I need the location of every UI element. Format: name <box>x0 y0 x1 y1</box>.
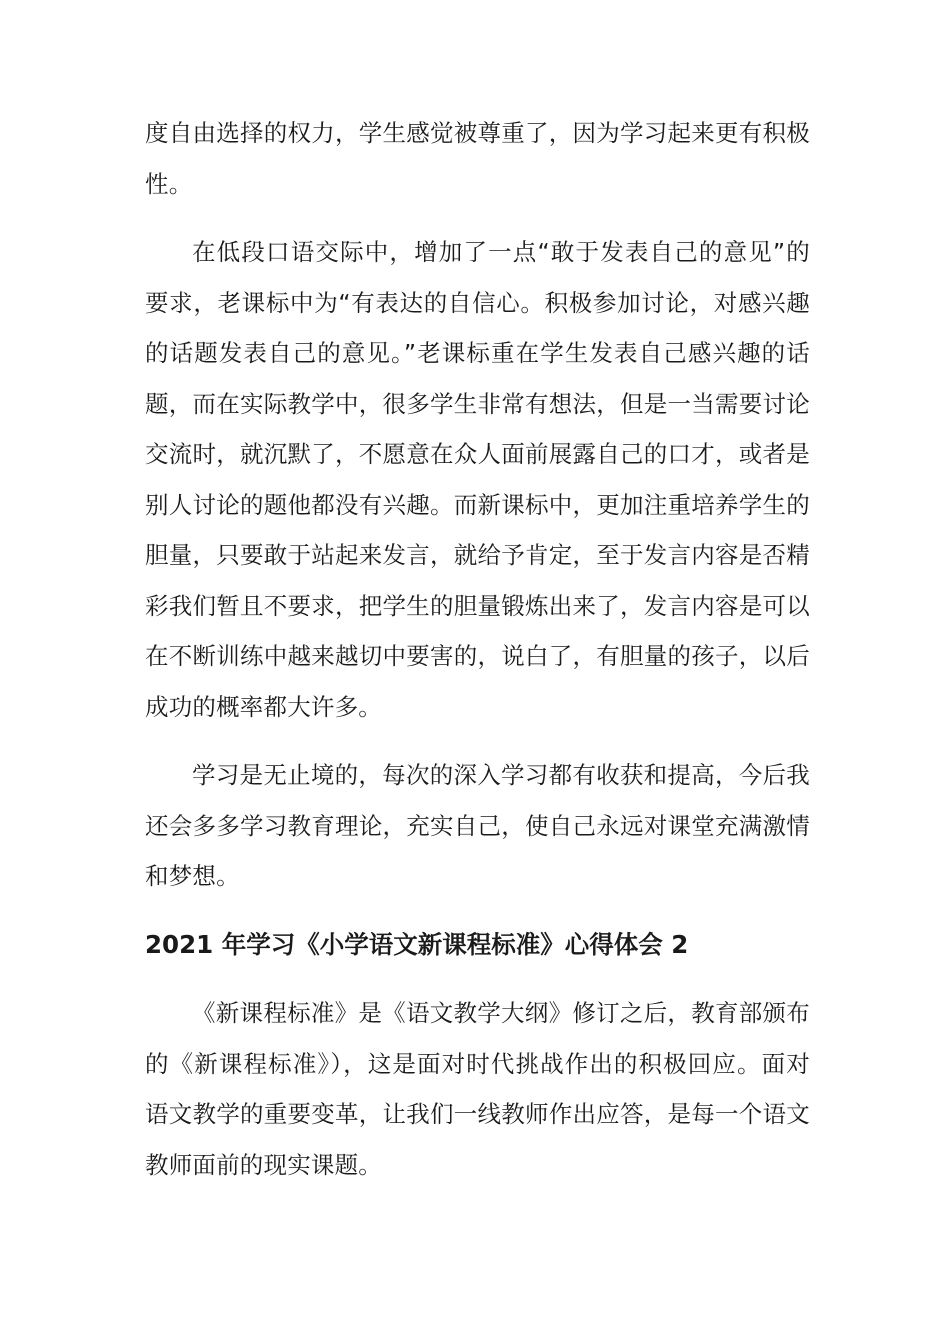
paragraph-line: 的话题发表自己的意见。”老课标重在学生发表自己感兴趣的话 <box>145 339 810 367</box>
paragraph-line: 交流时，就沉默了，不愿意在众人面前展露自己的口才，或者是 <box>145 440 810 468</box>
paragraph-line: 别人讨论的题他都没有兴趣。而新课标中，更加注重培养学生的 <box>145 490 810 519</box>
paragraph-1 <box>145 108 810 209</box>
paragraph-gap <box>145 209 810 227</box>
paragraph-line: 成功的概率都大许多。 <box>145 692 382 721</box>
document-page <box>145 108 810 1190</box>
paragraph-line: 语文教学的重要变革，让我们一线教师作出应答，是每一个语文 <box>145 1100 810 1128</box>
paragraph-line: 度自由选择的权力，学生感觉被尊重了，因为学习起来更有积极 <box>145 119 810 147</box>
paragraph-gap <box>145 902 810 920</box>
paragraph-gap <box>145 970 810 988</box>
paragraph-line: 彩我们暂且不要求，把学生的胆量锻炼出来了，发言内容是可以 <box>145 591 810 620</box>
paragraph-line: 要求，老课标中为“有表达的自信心。积极参加讨论，对感兴趣 <box>145 288 810 317</box>
paragraph-line: 还会多多学习教育理论，充实自己，使自己永远对课堂充满激情 <box>145 811 810 840</box>
paragraph-line: 和梦想。 <box>145 862 240 890</box>
paragraph-line: 《新课程标准》是《语文教学大纲》修订之后，教育部颁布 <box>192 999 810 1027</box>
paragraph-line: 性。 <box>145 169 193 198</box>
paragraph-3 <box>145 750 810 902</box>
paragraph-line: 在不断训练中越来越切中要害的，说白了，有胆量的孩子，以后 <box>145 642 810 670</box>
paragraph-line: 胆量，只要敢于站起来发言，就给予肯定，至于发言内容是否精 <box>145 541 810 569</box>
section-heading: 2021 年学习《小学语文新课程标准》心得体会 2 <box>145 929 689 959</box>
paragraph-4 <box>145 988 810 1190</box>
paragraph-line: 题，而在实际教学中，很多学生非常有想法，但是一当需要讨论 <box>145 389 810 418</box>
paragraph-line: 教师面前的现实课题。 <box>145 1150 382 1179</box>
paragraph-gap <box>145 732 810 750</box>
paragraph-2 <box>145 227 810 732</box>
paragraph-line: 的《新课程标准》），这是面对时代挑战作出的积极回应。面对 <box>145 1049 810 1078</box>
paragraph-line: 在低段口语交际中，增加了一点“敢于发表自己的意见”的 <box>192 238 810 266</box>
paragraph-line: 学习是无止境的，每次的深入学习都有收获和提高，今后我 <box>192 761 810 789</box>
